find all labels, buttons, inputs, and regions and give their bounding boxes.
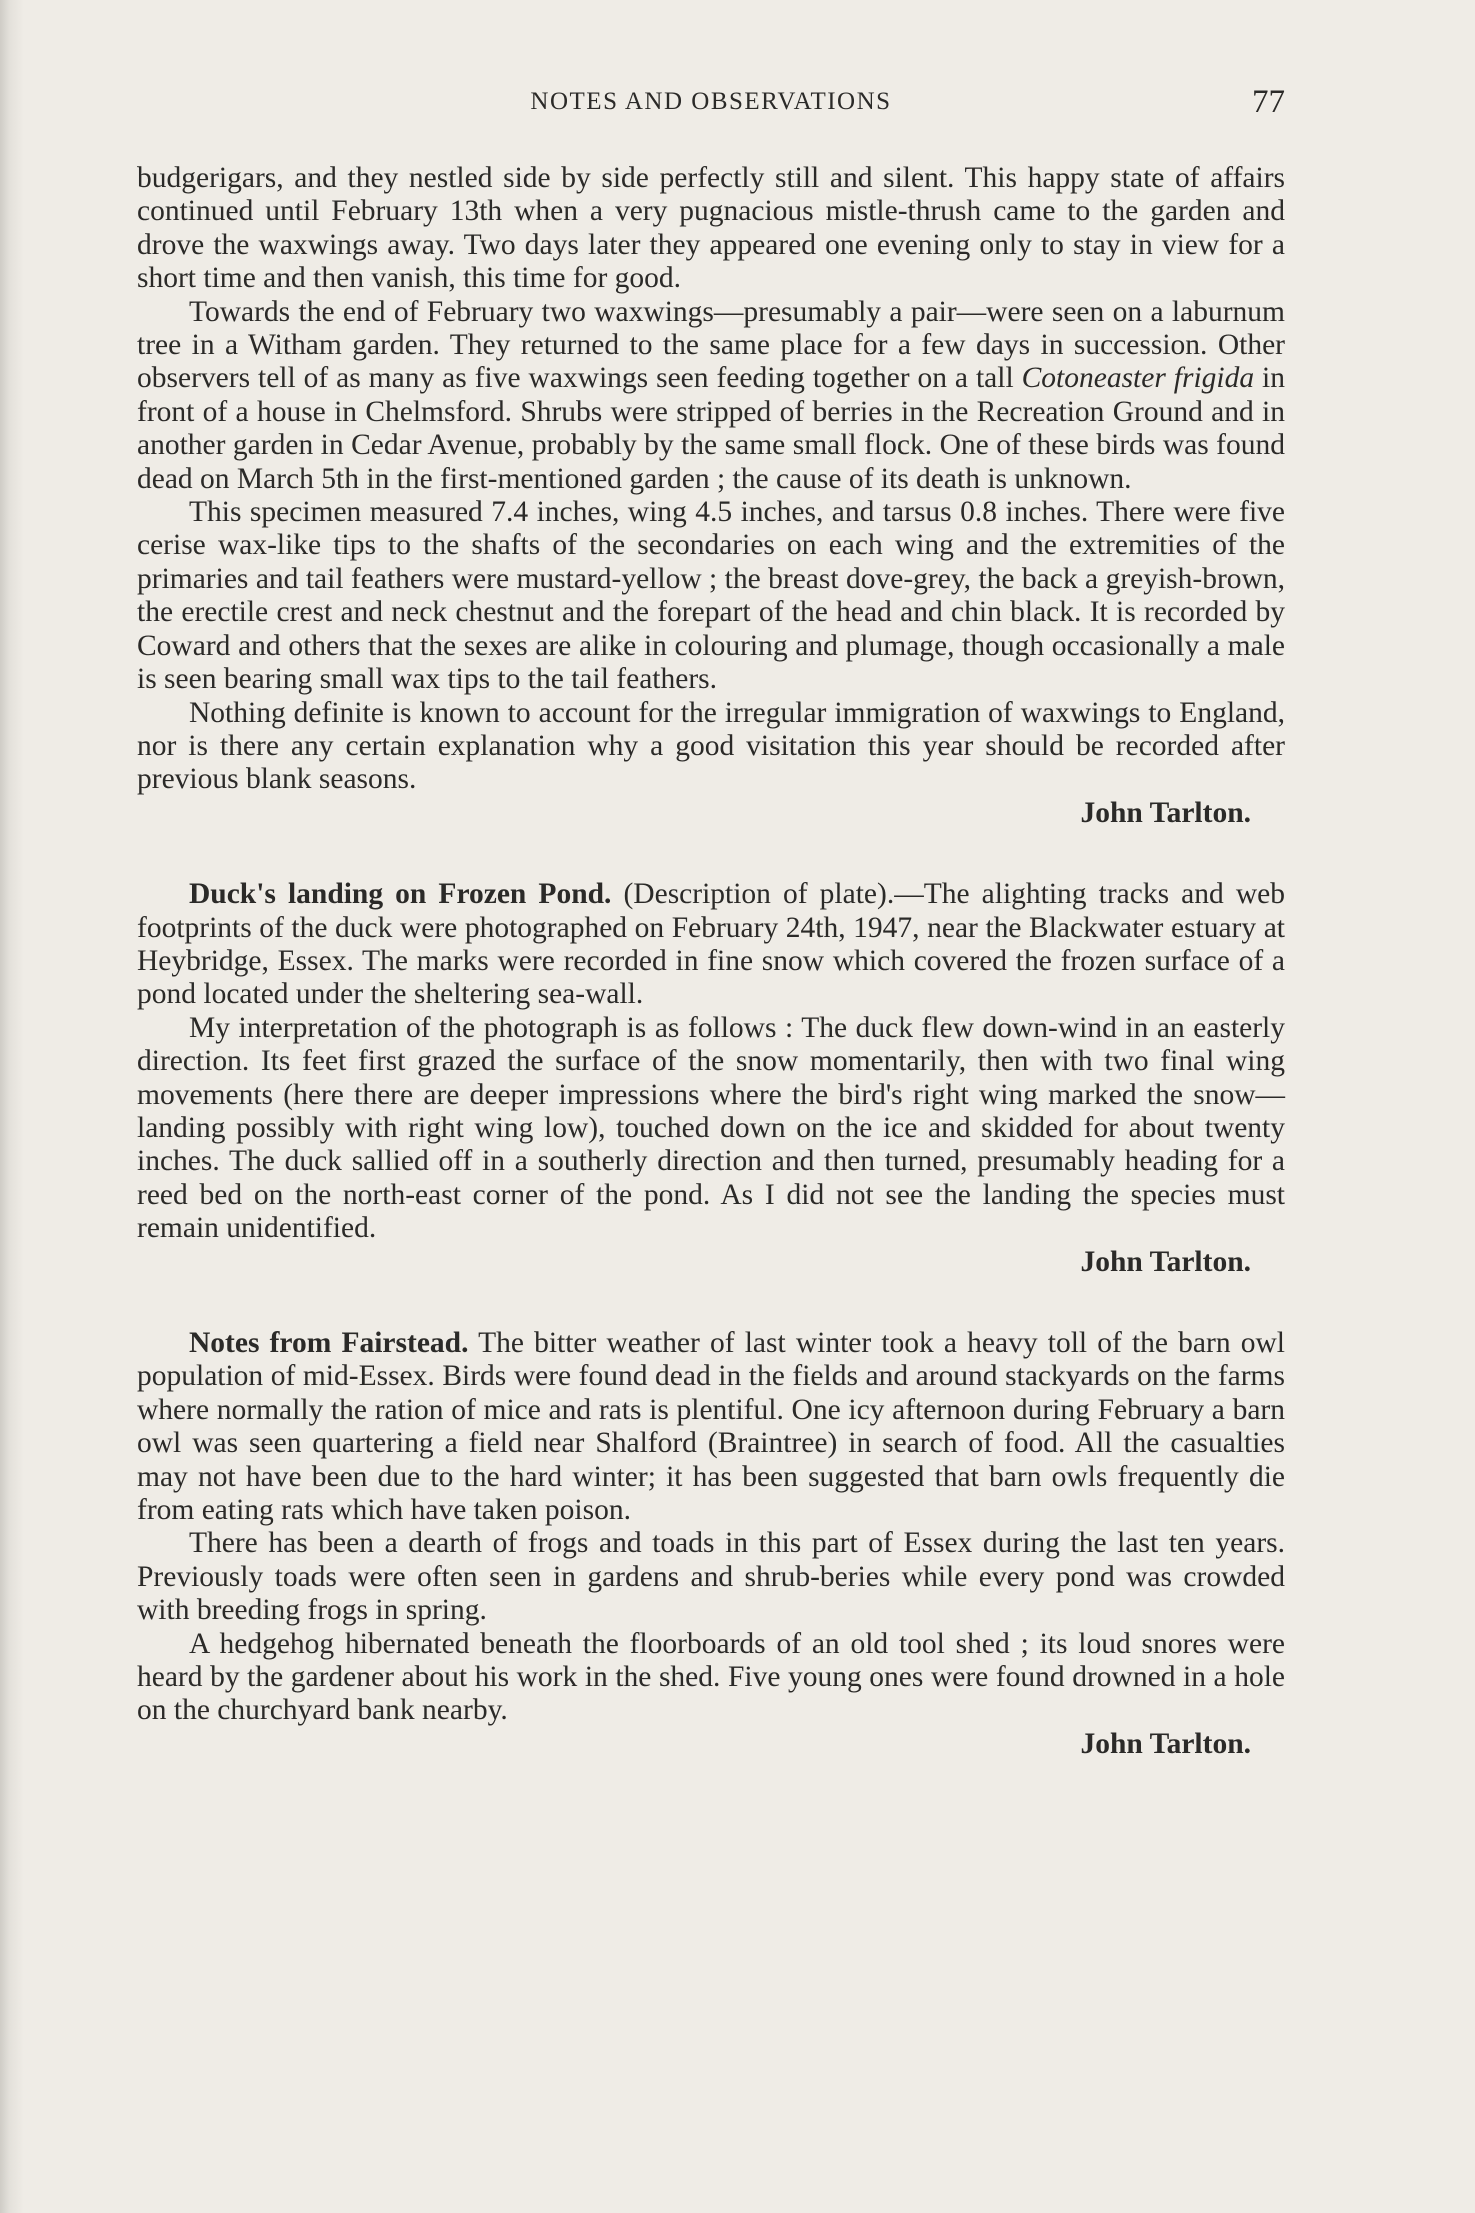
running-head: [137, 84, 1285, 124]
paragraph: [137, 296, 1285, 496]
article-body: [137, 162, 1285, 1761]
paragraph: Nothing definite is known to account for the irregular immigration of waxwings to England, nor is there any certain explanation why a good visitation this year should be recorded after previous blank seasons.: [137, 696, 1285, 796]
page-number: 77: [1252, 84, 1285, 120]
paragraph: My interpretation of the photograph is as follows : The duck flew down-wind in an easterly direction. Its feet first grazed the surface of the snow momentarily, then with two final wing movements (here there are deeper impressions where the bird's right wing marked the snow—landing possibly with right wing low), touched down on the ice and skidded for about twenty inches. The duck sallied off in a southerly direction and then turned, presumably heading for a reed bed on the north-east corner of the pond. As I did not see the landing the species must remain unidentified.: [137, 1011, 1285, 1245]
paragraph-text: The bitter weather of last winter took a heavy toll of the barn owl population of mid-Essex. Birds were found dead in the fields and around stackyards on the farms where normally the ration of mice and rats is plentiful. One icy afternoon during February a barn owl was seen quartering a field near Shalford (Braintree) in search of food. All the casualties may not have been due to the hard winter; it has been suggested that barn owls frequently die from eating rats which have taken poison.: [137, 1327, 1285, 1527]
section-gap: [137, 830, 1285, 878]
author-signature: John Tarlton.: [1080, 1245, 1251, 1278]
paragraph: This specimen measured 7.4 inches, wing 4.5 inches, and tarsus 0.8 inches. There were five cerise wax-like tips to the shafts of the secondaries on each wing and the extremities of the primaries and tail feathers were mustard-yellow ; the breast dove-grey, the back a greyish-brown, the erectile crest and neck chestnut and the forepart of the head and chin black. It is recorded by Coward and others that the sexes are alike in colouring and plumage, though occasionally a male is seen bearing small wax tips to the tail feathers.: [137, 496, 1285, 696]
paragraph-text: Towards the end of February two waxwings—presumably a pair—were seen on a laburnum tree in a Witham garden. They returned to the same place for a few days in succession. Other observers tell of as many as five waxwings seen feeding together on a tall: [137, 295, 1285, 395]
section-gap: [137, 1279, 1285, 1327]
note-heading: Notes from Fairstead.: [189, 1327, 469, 1359]
species-name: Cotoneaster frigida: [1021, 362, 1255, 395]
waxwings-note: [137, 162, 1285, 830]
author-signature: John Tarlton.: [1080, 796, 1251, 829]
note-heading: Duck's landing on Frozen Pond.: [189, 878, 612, 911]
running-title: NOTES AND OBSERVATIONS: [530, 88, 892, 115]
paragraph: A hedgehog hibernated beneath the floorboards of an old tool shed ; its loud snores were heard by the gardener about his work in the shed. Five young ones were found drowned in a hole on the churchyard bank nearby.: [137, 1627, 1285, 1727]
paragraph-text: in front of a house in Chelmsford. Shrubs were stripped of berries in the Recreation Ground and in another garden in Cedar Avenue, probably by the same small flock. One of these birds was found dead on March 5th in the first-mentioned garden ; the cause of its death is unknown.: [137, 362, 1286, 495]
author-signature: John Tarlton.: [1080, 1727, 1251, 1760]
paragraph: budgerigars, and they nestled side by side perfectly still and silent. This happy state of affairs continued until February 13th when a very pugnacious mistle-thrush came to the garden and drove the waxwings away. Two days later they appeared one evening only to stay in view for a short time and then vanish, this time for good.: [137, 162, 1285, 295]
paragraph: There has been a dearth of frogs and toads in this part of Essex during the last ten years. Previously toads were often seen in gardens and shrub-beries while every pond was crowded with breeding frogs in spring.: [137, 1527, 1285, 1627]
duck-note: [137, 878, 1285, 1279]
fairstead-note: [137, 1327, 1285, 1761]
paragraph-text: (Description of plate).—The alighting tracks and web footprints of the duck were photographed on February 24th, 1947, near the Blackwater estuary at Heybridge, Essex. The marks were recorded in fine snow which covered the frozen surface of a pond located under the sheltering sea-wall.: [137, 878, 1285, 1011]
paragraph: [137, 1327, 1285, 1527]
paragraph: [137, 878, 1285, 1012]
